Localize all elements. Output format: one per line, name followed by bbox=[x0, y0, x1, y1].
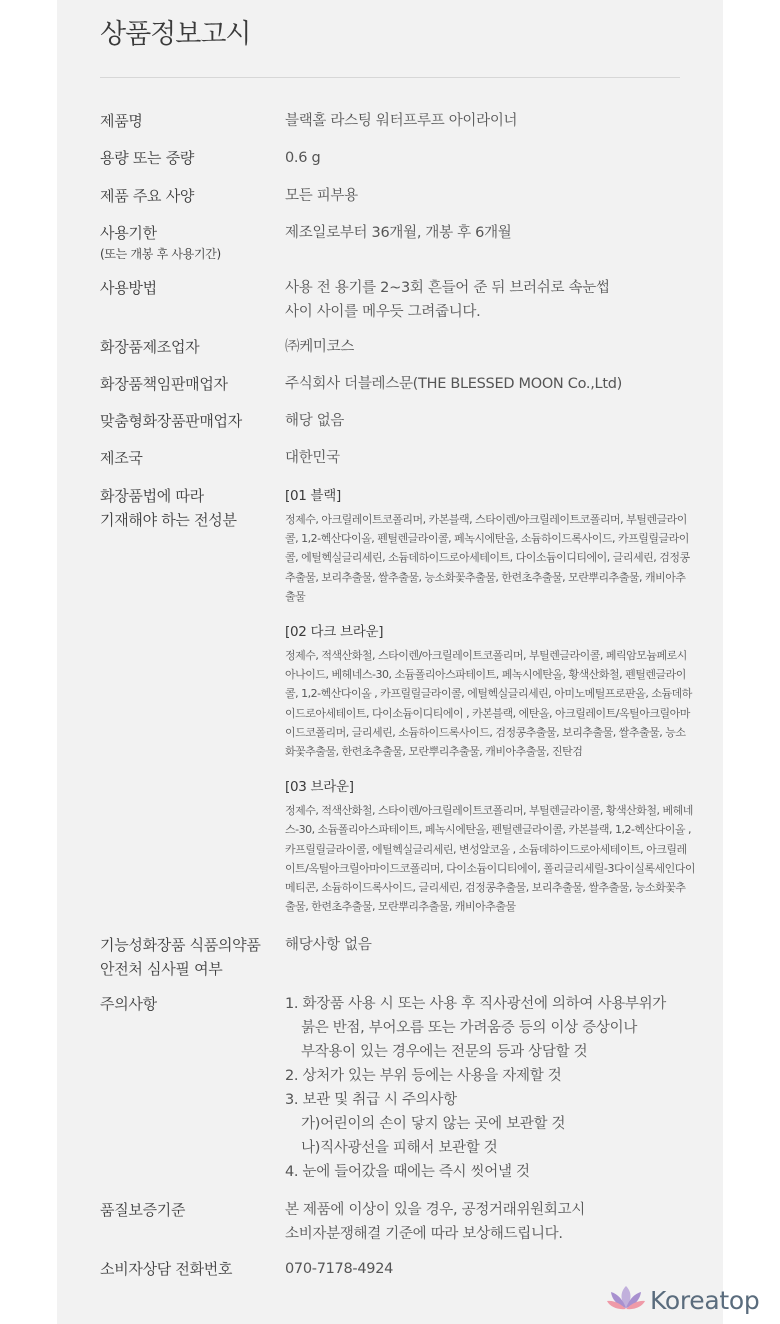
functional-label-line-1: 기능성화장품 식품의약품 bbox=[100, 936, 261, 954]
product-name-value: 블랙홀 라스팅 워터프루프 아이라이너 bbox=[285, 113, 518, 129]
caution-line: 부작용이 있는 경우에는 전문의 등과 상담할 것 bbox=[301, 1044, 588, 1060]
ingredient-group-title: [01 블랙] bbox=[285, 488, 341, 504]
capacity-value: 0.6 g bbox=[285, 150, 321, 166]
usage-line-2: 사이 사이를 메우듯 그려줍니다. bbox=[285, 304, 481, 320]
custom-seller-value: 해당 없음 bbox=[285, 413, 345, 429]
phone-label: 소비자상담 전화번호 bbox=[100, 1260, 233, 1278]
country-value: 대한민국 bbox=[285, 450, 340, 466]
quality-line-1: 본 제품에 이상이 있을 경우, 공정거래위원회고시 bbox=[285, 1202, 585, 1218]
caution-value bbox=[285, 992, 700, 1184]
caution-line: 1. 화장품 사용 시 또는 사용 후 직사광선에 의하여 사용부위가 bbox=[285, 996, 666, 1012]
custom-seller-label: 맞춤형화장품판매업자 bbox=[100, 412, 242, 430]
caution-label: 주의사항 bbox=[100, 995, 157, 1013]
functional-value: 해당사항 없음 bbox=[285, 937, 372, 953]
watermark-text: Koreatop bbox=[650, 1285, 760, 1315]
manufacturer-value: ㈜케미코스 bbox=[285, 339, 355, 355]
page-title: 상품정보고시 bbox=[100, 19, 251, 50]
expiry-label bbox=[100, 221, 280, 263]
ingredient-group-text: 정제수, 적색산화철, 스타이렌/아크릴레이트코폴리머, 부틸렌글라이콜, 황색산화철, 베헤네스-30, 소듐폴리아스파테이트, 페녹시에탄올, 펜틸렌글라이콜, 카본블랙, 1,2-헥산다이올 , 카프릴릴글라이콜, 에틸헥실글리세린, 변성알코올 , 소듐데하이드로아세테이트, 아크릴레이트/옥틸아크릴아마이드코폴리머, 다이소듐이디티에이, 폴리글리세릴-3다이실록세인다이메티콘, 소듐하이드록사이드, 글리세린, 검정콩추출물, 보리추출물, 쌀추출물, 능소화꽃추출물, 한련초추출물, 모란뿌리추출물, 캐비아추출물 bbox=[285, 804, 695, 914]
quality-label: 품질보증기준 bbox=[100, 1201, 186, 1219]
ingredient-group-brown bbox=[285, 775, 700, 916]
usage-value bbox=[285, 276, 700, 324]
spec-label: 제품 주요 사양 bbox=[100, 187, 195, 205]
caution-line: 나)직사광선을 피해서 보관할 것 bbox=[301, 1140, 498, 1156]
ingredient-group-title: [02 다크 브라운] bbox=[285, 624, 384, 641]
ingredient-group-text: 정제수, 적색산화철, 스타이렌/아크릴레이트코폴리머, 부틸렌글라이콜, 페릭암모늄페로시아나이드, 베헤네스-30, 소듐폴리아스파테이트, 페녹시에탄올, 황색산화철, 펜틸렌글라이콜, 1,2-헥산다이올 , 카프릴릴글라이콜, 에틸헥실글리세린, 아미노메틸프로판올, 소듐데하이드로아세테이트, 다이소듐이디티에이 , 카본블랙, 에탄올, 아크릴레이트/옥틸아크릴아마이드코폴리머, 글리세린, 소듐하이드록사이드, 검정콩추출물, 보리추출물, 쌀추출물, 능소화꽃추출물, 한련초추출물, 모란뿌리추출물, 캐비아추출물, 진탄검 bbox=[285, 649, 692, 759]
expiry-sublabel: (또는 개봉 후 사용기간) bbox=[100, 247, 221, 261]
lotus-icon bbox=[606, 1284, 646, 1316]
product-name-label: 제품명 bbox=[100, 112, 143, 130]
quality-line-2: 소비자분쟁해결 기준에 따라 보상해드립니다. bbox=[285, 1226, 563, 1242]
expiry-label-main: 사용기한 bbox=[100, 224, 157, 242]
caution-line: 2. 상처가 있는 부위 등에는 사용을 자제할 것 bbox=[285, 1068, 562, 1084]
ingredient-group-black bbox=[285, 484, 700, 606]
capacity-label: 용량 또는 중량 bbox=[100, 149, 195, 167]
caution-line: 4. 눈에 들어갔을 때에는 즉시 씻어낼 것 bbox=[285, 1164, 530, 1180]
functional-label-line-2: 안전처 심사필 여부 bbox=[100, 960, 223, 978]
quality-value bbox=[285, 1198, 700, 1246]
spec-value: 모든 피부용 bbox=[285, 188, 358, 204]
country-label: 제조국 bbox=[100, 449, 143, 467]
ingredients-value bbox=[285, 484, 700, 916]
seller-label: 화장품책임판매업자 bbox=[100, 375, 228, 393]
usage-label: 사용방법 bbox=[100, 279, 157, 297]
caution-line: 3. 보관 및 취급 시 주의사항 bbox=[285, 1092, 457, 1108]
functional-label bbox=[100, 933, 280, 981]
ingredients-label-line-2: 기재해야 하는 전성분 bbox=[100, 511, 237, 529]
caution-line: 붉은 반점, 부어오름 또는 가려움증 등의 이상 증상이나 bbox=[301, 1020, 638, 1036]
expiry-value: 제조일로부터 36개월, 개봉 후 6개월 bbox=[285, 225, 512, 241]
manufacturer-label: 화장품제조업자 bbox=[100, 338, 200, 356]
caution-line: 가)어린이의 손이 닿지 않는 곳에 보관할 것 bbox=[301, 1116, 566, 1132]
ingredient-group-dark-brown bbox=[285, 620, 700, 761]
watermark-logo bbox=[606, 1284, 759, 1316]
ingredient-group-title: [03 브라운] bbox=[285, 779, 354, 796]
ingredient-group-text: 정제수, 아크릴레이트코폴리머, 카본블랙, 스타이렌/아크릴레이트코폴리머, 부틸렌글라이콜, 1,2-헥산다이올, 펜틸렌글라이콜, 페녹시에탄올, 소듐하이드록사이드, 카프릴릴글라이콜, 에틸헥실글리세린, 소듐데하이드로아세테이트, 다이소듐이디티에이, 글리세린, 검정콩추출물, 보리추출물, 쌀추출물, 능소화꽃추출물, 한련초추출물, 모란뿌리추출물, 캐비아추출물 bbox=[285, 513, 690, 603]
ingredients-label-line-1: 화장품법에 따라 bbox=[100, 487, 204, 505]
ingredients-label bbox=[100, 484, 280, 532]
seller-value: 주식회사 더블레스문(THE BLESSED MOON Co.,Ltd) bbox=[285, 376, 622, 392]
divider bbox=[100, 77, 680, 78]
usage-line-1: 사용 전 용기를 2~3회 흔들어 준 뒤 브러쉬로 속눈썹 bbox=[285, 280, 610, 296]
phone-value: 070-7178-4924 bbox=[285, 1261, 394, 1277]
